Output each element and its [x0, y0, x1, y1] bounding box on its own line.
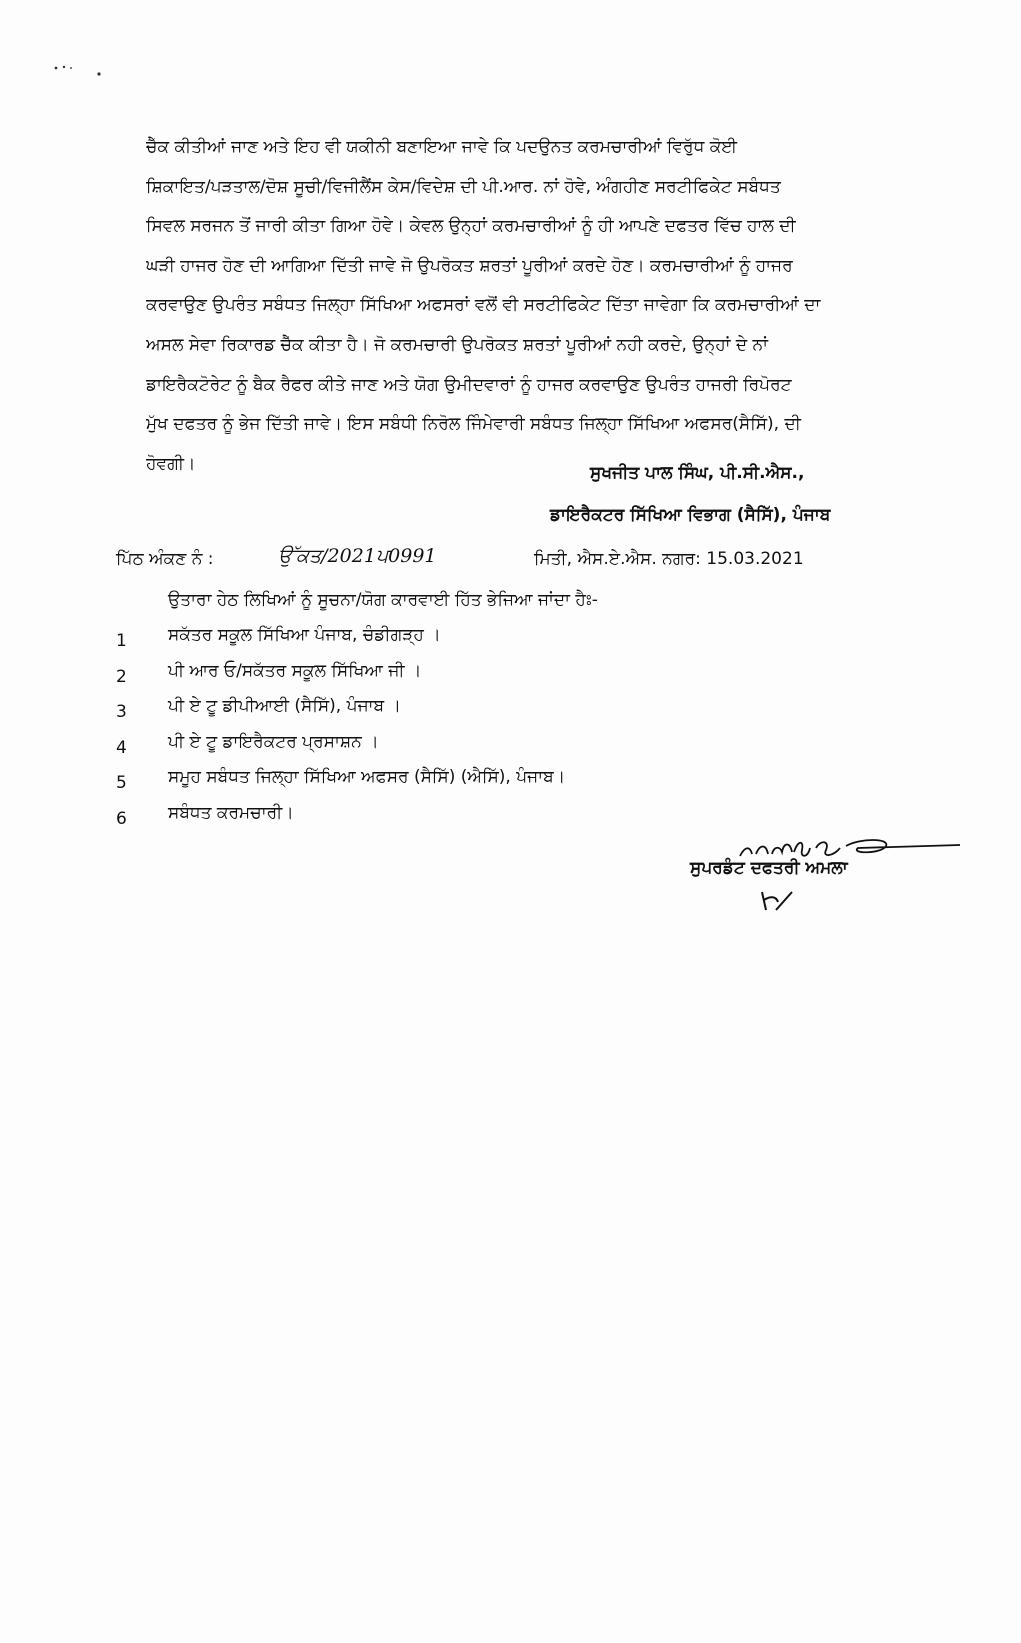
- list-item: [116, 696, 676, 732]
- signatory-name: ਸੁਖਜੀਤ ਪਾਲ ਸਿੰਘ, ਪੀ.ਸੀ.ਐਸ.,: [590, 463, 805, 483]
- list-item: [116, 732, 676, 768]
- endorsement-label: ਪਿੱਠ ਅੰਕਣ ਨੰ :: [116, 549, 214, 569]
- list-item-number: 6: [116, 808, 127, 829]
- list-item-text: ਸਮੂਹ ਸਬੰਧਤ ਜਿਲ੍ਹਾ ਸਿੱਖਿਆ ਅਫਸਰ (ਸੈਸਿੱ) (ਐਸਿੱ), ਪੰਜਾਬ।: [168, 767, 566, 787]
- initials-mark: [756, 886, 796, 914]
- list-item: [116, 661, 676, 697]
- body-line: ਕਰਵਾਉਣ ਉਪਰੰਤ ਸਬੰਧਤ ਜਿਲ੍ਹਾ ਸਿੱਖਿਆ ਅਫਸਰਾਂ ਵਲੋਂ ਵੀ ਸਰਟੀਫਿਕੇਟ ਦਿੱਤਾ ਜਾਵੇਗਾ ਕਿ ਕਰਮਚਾਰੀਆਂ ਦਾ: [146, 295, 821, 316]
- body-line: ਸਿਵਲ ਸਰਜਨ ਤੋਂ ਜਾਰੀ ਕੀਤਾ ਗਿਆ ਹੋਵੇ। ਕੇਵਲ ਉਨ੍ਹਾਂ ਕਰਮਚਾਰੀਆਂ ਨੂੰ ਹੀ ਆਪਣੇ ਦਫਤਰ ਵਿੱਚ ਹਾਲ ਦੀ: [146, 216, 796, 237]
- list-item-text: ਪੀ ਏ ਟੂ ਡੀਪੀਆਈ (ਸੈਸਿੱ), ਪੰਜਾਬ ।: [168, 696, 402, 716]
- endorsement-date: ਮਿਤੀ, ਐਸ.ਏ.ਐਸ. ਨਗਰ: 15.03.2021: [534, 549, 804, 569]
- letter-body: [146, 128, 926, 484]
- list-item-number: 5: [116, 773, 127, 793]
- body-line: ਹੋਵਗੀ।: [146, 453, 196, 474]
- copy-intro: ਉਤਾਰਾ ਹੇਠ ਲਿਖਿਆਂ ਨੂੰ ਸੂਚਨਾ/ਯੋਗ ਕਾਰਵਾਈ ਹਿੱਤ ਭੇਜਿਆ ਜਾਂਦਾ ਹੈਃ-: [168, 590, 598, 610]
- copy-recipient-list: [116, 625, 676, 838]
- list-item-text: ਸਬੰਧਤ ਕਰਮਚਾਰੀ।: [168, 802, 294, 823]
- superintendent-block: [690, 828, 970, 918]
- body-line: ਡਾਇਰੈਕਟੋਰੇਟ ਨੂੰ ਬੈਕ ਰੈਫਰ ਕੀਤੇ ਜਾਣ ਅਤੇ ਯੋਗ ਉਮੀਦਵਾਰਾਂ ਨੂੰ ਹਾਜਰ ਕਰਵਾਉਣ ਉਪਰੰਤ ਹਾਜਰੀ ਰਿਪੋਰਟ: [146, 374, 792, 395]
- scan-specks: [52, 64, 112, 84]
- body-line: ਸ਼ਿਕਾਇਤ/ਪੜਤਾਲ/ਦੋਸ਼ ਸੂਚੀ/ਵਿਜੀਲੈਂਸ ਕੇਸ/ਵਿਦੇਸ਼ ਦੀ ਪੀ.ਆਰ. ਨਾਂ ਹੋਵੇ, ਅੰਗਹੀਣ ਸਰਟੀਫਿਕੇਟ ਸਬੰਧਤ: [146, 176, 781, 197]
- list-item-number: 2: [116, 666, 127, 687]
- list-item: [116, 803, 676, 839]
- signatory-block: [520, 452, 920, 536]
- list-item-text: ਪੀ ਏ ਟੂ ਡਾਇਰੈਕਟਰ ਪ੍ਰਸਾਸ਼ਨ ।: [168, 731, 379, 752]
- list-item-number: 1: [116, 631, 127, 651]
- list-item-number: 4: [116, 737, 127, 758]
- signatory-designation: ਡਾਇਰੈਕਟਰ ਸਿੱਖਿਆ ਵਿਭਾਗ (ਸੈਸਿੱ), ਪੰਜਾਬ: [550, 505, 831, 525]
- list-item-text: ਪੀ ਆਰ ਓ/ਸਕੱਤਰ ਸਕੂਲ ਸਿੱਖਿਆ ਜੀ ।: [168, 660, 422, 681]
- body-line: ਮੁੱਖ ਦਫਤਰ ਨੂੰ ਭੇਜ ਦਿੱਤੀ ਜਾਵੇ। ਇਸ ਸਬੰਧੀ ਨਿਰੋਲ ਜਿੰਮੇਵਾਰੀ ਸਬੰਧਤ ਜਿਲ੍ਹਾ ਸਿੱਖਿਆ ਅਫਸਰ(ਸੈਸਿੱ), ਦੀ: [146, 414, 801, 435]
- list-item: [116, 767, 676, 803]
- body-line: ਅਸਲ ਸੇਵਾ ਰਿਕਾਰਡ ਚੈੱਕ ਕੀਤਾ ਹੈ। ਜੋ ਕਰਮਚਾਰੀ ਉਪਰੋਕਤ ਸ਼ਰਤਾਂ ਪੂਰੀਆਂ ਨਹੀ ਕਰਦੇ, ਉਨ੍ਹਾਂ ਦੇ ਨਾਂ: [146, 334, 768, 355]
- superintendent-title: ਸੁਪਰਡੰਟ ਦਫਤਰੀ ਅਮਲਾ: [690, 858, 848, 878]
- list-item-text: ਸਕੱਤਰ ਸਕੂਲ ਸਿੱਖਿਆ ਪੰਜਾਬ, ਚੰਡੀਗੜ੍ਹ ।: [168, 625, 441, 645]
- body-line: ਘੜੀ ਹਾਜਰ ਹੋਣ ਦੀ ਆਗਿਆ ਦਿੱਤੀ ਜਾਵੇ ਜੋ ਉਪਰੋਕਤ ਸ਼ਰਤਾਂ ਪੂਰੀਆਂ ਕਰਦੇ ਹੋਣ। ਕਰਮਚਾਰੀਆਂ ਨੂੰ ਹਾਜਰ: [146, 255, 793, 276]
- endorsement-number: ਉੱਕਤ/2021ਪ0991: [278, 545, 437, 567]
- list-item-number: 3: [116, 702, 127, 722]
- body-line: ਚੈੱਕ ਕੀਤੀਆਂ ਜਾਣ ਅਤੇ ਇਹ ਵੀ ਯਕੀਨੀ ਬਣਾਇਆ ਜਾਵੇ ਕਿ ਪਦਉਨਤ ਕਰਮਚਾਰੀਆਂ ਵਿਰੁੱਧ ਕੋਈ: [146, 137, 738, 157]
- list-item: [116, 625, 676, 661]
